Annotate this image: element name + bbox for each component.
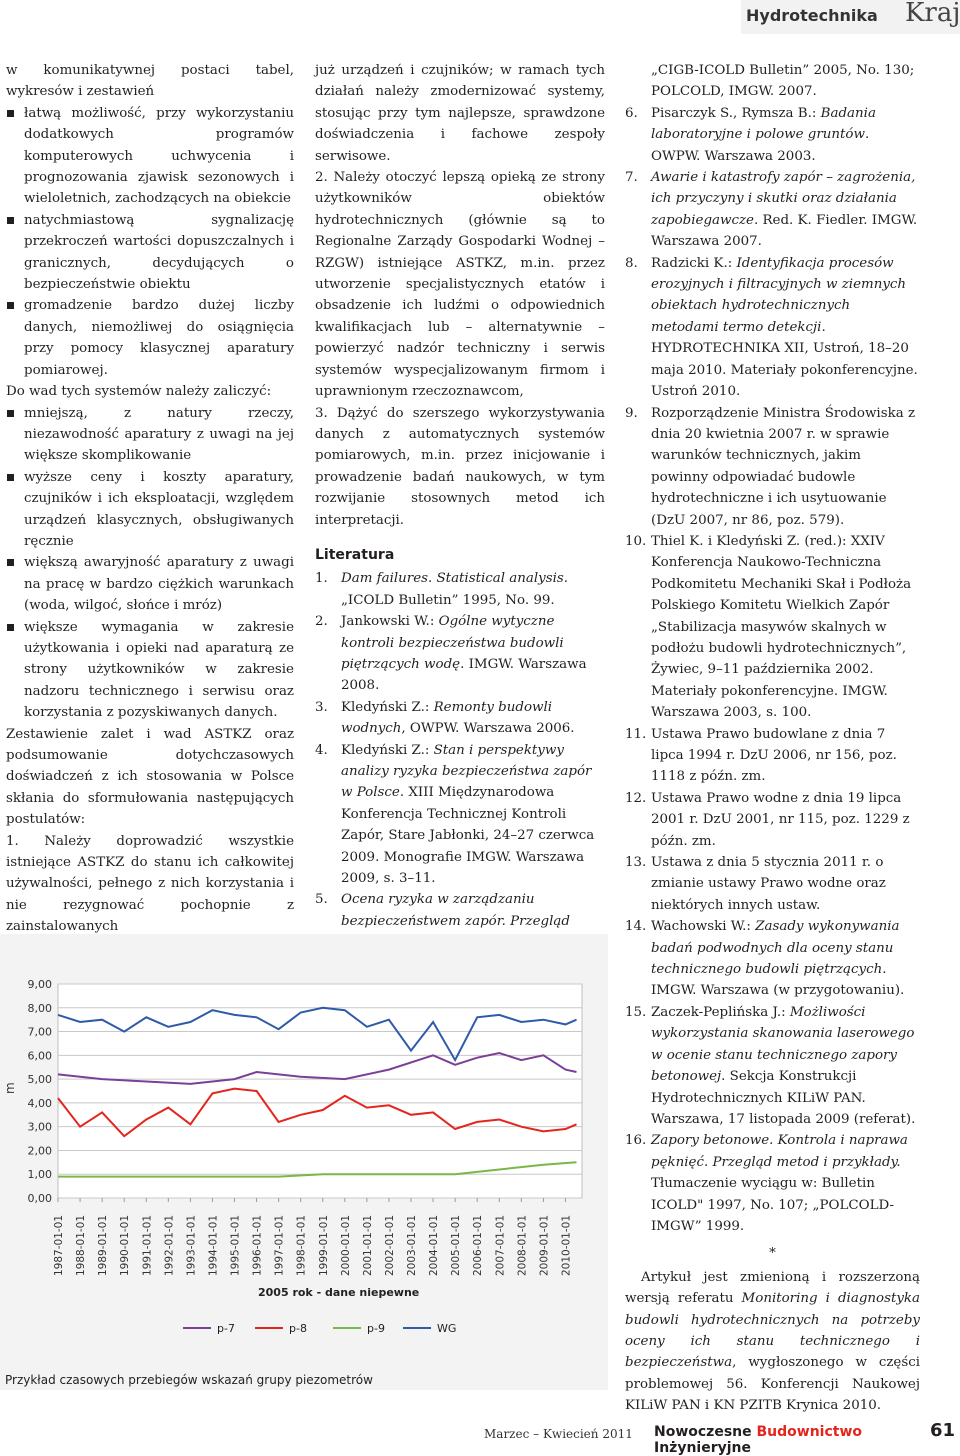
chart-caption: Przykład czasowych przebiegów wskazań grupy piezometrów [5,1373,373,1387]
page-header [0,0,960,34]
x-tick-label: 1991-01-01 [141,1214,154,1276]
footer-magazine: Nowoczesne Budownictwo Inżynieryjne [654,1424,863,1456]
x-tick-label: 2010-01-01 [560,1214,573,1276]
reference-item: 11. Ustawa Prawo budowlane z dnia 7 lipca 1994 r. DzU 2006, nr 156, poz. 1118 z późn. zm. [625,726,897,785]
legend-label: WG [437,1322,457,1335]
disadvantages-intro: Do wad tych systemów należy zaliczyć: [6,384,272,400]
column-3 [625,60,920,1417]
reference-item: 2. Jankowski W.: Ogólne wytyczne kontroli bezpieczeństwa budowli piętrzących wodę. IMGW. Warszawa 2008. [315,614,587,694]
postulate-3: 3. Dążyć do szerszego wykorzystywania danych z automatycznych systemów pomiarowych, m.in. przez inicjowanie i prowadzenie badań naukowych, w tym rozwijanie stosownych metod ich interpretacji. [315,405,605,528]
y-axis-label: m [3,1082,17,1094]
chart-annotation: 2005 rok - dane niepewne [258,1286,420,1299]
x-tick-label: 1989-01-01 [97,1214,110,1276]
disadvantages-list [6,403,294,724]
x-tick-label: 1997-01-01 [273,1214,286,1276]
x-tick-label: 2000-01-01 [339,1214,352,1276]
reference-item: 16. Zapory betonowe. Kontrola i naprawa pęknięć. Przegląd metod i przykłady. Tłumaczenie wyciągu w: Bulletin ICOLD" 1997, No. 107; „POLCOLD-IMGW” 1999. [625,1133,908,1234]
reference-item: 3. Kledyński Z.: Remonty budowli wodnych, OWPW. Warszawa 2006. [315,699,575,737]
x-tick-label: 2001-01-01 [361,1214,374,1276]
reference-item: 15. Zaczek-Peplińska J.: Możliwości wykorzystania skanowania laserowego w ocenie stanu technicznego zapory betonowej. Sekcja Konstrukcji Hydrotechnicznych KILiW PAN. Warszawa, 17 listopada 2009 (referat). [625,1004,916,1127]
separator-star: * [769,1246,776,1262]
y-tick-label: 1,00 [27,1168,52,1182]
reference-item: 12. Ustawa Prawo wodne z dnia 19 lipca 2001 r. DzU 2001, nr 115, poz. 1229 z późn. zm. [625,790,910,849]
postulate-1-cont: już urządzeń i czujników; w ramach tych działań należy zmodernizować systemy, stosując przy tym najlepsze, sprawdzone doświadczenia i fachowe zespoły serwisowe. [315,63,605,164]
x-tick-label: 1987-01-01 [53,1214,65,1276]
advantages-list [6,103,294,381]
postulate-1: 1. Należy doprowadzić wszystkie istniejące ASTKZ do stanu ich całkowitej używalności, pełnego z nich korzystania i nie rezygnować pochopnie z zainstalowanych [6,833,294,935]
list-item: gromadzenie bardzo dużej liczby danych, niemożliwej do osiągnięcia przy pomocy klasycznej aparatury pomiarowej. [6,295,294,381]
section-kraj: Kraj [905,0,960,28]
intro-text: w komunikatywnej postaci tabel, wykresów i zestawień [6,63,294,100]
reference-item: 4. Kledyński Z.: Stan i perspektywy analizy ryzyka bezpieczeństwa zapór w Polsce. XIII Międzynarodowa Konferencja Technicznej Kontroli Zapór, Stare Jabłonki, 24–27 czerwca 2009. Monografie IMGW. Warszawa 2009, s. 3–11. [315,742,595,887]
y-tick-label: 3,00 [27,1120,52,1134]
reference-item: 6. Pisarczyk S., Rymsza B.: Badania laboratoryjne i polowe gruntów. OWPW. Warszawa 2003. [625,105,876,164]
x-tick-label: 2005-01-01 [450,1214,463,1276]
list-item: mniejszą, z natury rzeczy, niezawodność aparatury z uwagi na jej większe skomplikowanie [6,403,294,467]
reference-item: 1. Dam failures. Statistical analysis. „ICOLD Bulletin” 1995, No. 99. [315,571,568,608]
article-note: Artykuł jest zmienioną i rozszerzoną wersją referatu Monitoring i diagnostyka budowli hydrotechnicznych na potrzeby oceny ich stanu technicznego i bezpieczeństwa, wygłoszonego w części problemowej 56. Konferencji Naukowej KILiW PAN i KN PZITB Krynica 2010. [625,1269,920,1414]
x-tick-label: 2003-01-01 [406,1214,419,1276]
reference-item: „CIGB-ICOLD Bulletin” 2005, No. 130; POLCOLD, IMGW. 2007. [651,63,915,100]
y-tick-label: 5,00 [27,1073,52,1087]
list-item: większą awaryjność aparatury z uwagi na pracę w bardzo ciężkich warunkach (woda, wilgoć, słońce i mróz) [6,552,294,616]
literature-heading: Literatura [315,546,395,563]
reference-item: 7. Awarie i katastrofy zapór – zagrożenia, ich przyczyny i skutki oraz działania zapobiegawcze. Red. K. Fiedler. IMGW. Warszawa 2007. [625,170,918,250]
y-tick-label: 9,00 [27,978,52,991]
list-item: wyższe ceny i koszty aparatury, czujników i ich eksploatacji, względem urządzeń klasycznych, obsługiwanych ręcznie [6,467,294,553]
list-item: większe wymagania w zakresie użytkowania i opieki nad aparaturą ze strony użytkowników w zakresie nadzoru technicznego i serwisu oraz korzystania z pozyskiwanych danych. [6,617,294,724]
x-tick-label: 2008-01-01 [516,1214,529,1276]
y-tick-label: 6,00 [27,1049,52,1063]
y-tick-label: 2,00 [27,1144,52,1158]
references-list-b [625,60,920,1237]
x-tick-label: 1999-01-01 [317,1214,330,1276]
piezometer-chart [0,934,608,1390]
x-tick-label: 2009-01-01 [538,1214,551,1276]
column-2 [315,60,605,975]
reference-item: 14. Wachowski W.: Zasady wykonywania badań podwodnych dla oceny stanu technicznego budowli piętrzących. IMGW. Warszawa (w przygotowaniu). [625,919,905,999]
reference-item: 13. Ustawa z dnia 5 stycznia 2011 r. o zmianie ustawy Prawo wodne oraz niektórych innych ustaw. [625,855,886,913]
x-tick-label: 1996-01-01 [251,1214,264,1276]
y-tick-label: 7,00 [27,1025,52,1039]
reference-item: 8. Radzicki K.: Identyfikacja procesów erozyjnych i filtracyjnych w ziemnych obiektach hydrotechnicznych metodami termo detekcji. HYDROTECHNIKA XII, Ustroń, 18–20 maja 2010. Materiały pokonferencyjne. Ustroń 2010. [625,255,918,400]
footer-issue: Marzec – Kwiecień 2011 [484,1427,633,1441]
page-number: 61 [930,1420,956,1441]
x-tick-label: 1992-01-01 [163,1214,176,1276]
reference-item: 5. Ocena ryzyka w zarządzaniu bezpieczeństwem zapór. Przegląd [315,892,570,929]
section-title: Hydrotechnika [746,6,878,25]
y-tick-label: 4,00 [27,1096,52,1110]
reference-item: 10. Thiel K. i Kledyński Z. (red.): XXIV Konferencja Naukowo-Techniczna Podkomitetu Mechaniki Skał i Podłoża Polskiego Komitetu Wielkich Zapór „Stabilizacja masywów skalnych w podłożu budowli hydrotechnicznych”, Żywiec, 9–11 października 2002. Materiały pokonferencyjne. IMGW. Warszawa 2003, s. 100. [625,533,912,721]
y-tick-label: 0,00 [27,1192,52,1205]
x-tick-label: 1995-01-01 [229,1214,242,1276]
list-item: natychmiastową sygnalizację przekroczeń wartości dopuszczalnych i granicznych, decydujących o bezpieczeństwie obiektu [6,210,294,296]
references-list-a [315,568,605,975]
y-tick-label: 8,00 [27,1001,52,1015]
x-tick-label: 1988-01-01 [75,1214,88,1276]
x-tick-label: 2007-01-01 [494,1214,507,1276]
x-tick-label: 1993-01-01 [185,1214,198,1276]
x-tick-label: 2002-01-01 [383,1214,396,1276]
postulate-2: 2. Należy otoczyć lepszą opieką ze strony użytkowników obiektów hydrotechnicznych (głównie są to Regionalne Zarządy Gospodarki Wodnej – RZGW) istniejące ASTKZ, m.in. przez utworzenie specjalistycznych etatów i obsadzenie ich ludźmi o odpowiednich kwalifikacjach lub – alternatywnie – powierzyć nadzór techniczny i serwis systemów wyspecjalizowanym firmom i uprawnionym rzeczoznawcom, [315,170,605,400]
list-item: łatwą możliwość, przy wykorzystaniu dodatkowych programów komputerowych uchwycenia i prognozowania zjawisk sezonowych i wieloletnich, zachodzących na obiekcie [6,103,294,210]
column-1 [6,60,294,938]
legend-label: p-8 [289,1322,307,1335]
legend-label: p-7 [217,1322,235,1335]
x-tick-label: 1998-01-01 [295,1214,308,1276]
x-tick-label: 1990-01-01 [119,1214,132,1276]
x-tick-label: 2006-01-01 [472,1214,485,1276]
summary-paragraph: Zestawienie zalet i wad ASTKZ oraz podsumowanie dotychczasowych doświadczeń z ich stosowania w Polsce skłania do sformułowania następujących postulatów: [6,726,294,828]
x-tick-label: 2004-01-01 [428,1214,441,1276]
reference-item: 9. Rozporządzenie Ministra Środowiska z dnia 20 kwietnia 2007 r. w sprawie warunków technicznych, jakim powinny odpowiadać budowle hydrotechniczne i ich usytuowanie (DzU 2007, nr 86, poz. 579). [625,405,916,528]
x-tick-label: 1994-01-01 [207,1214,220,1276]
legend-label: p-9 [367,1322,385,1335]
chart-svg [0,934,608,1390]
